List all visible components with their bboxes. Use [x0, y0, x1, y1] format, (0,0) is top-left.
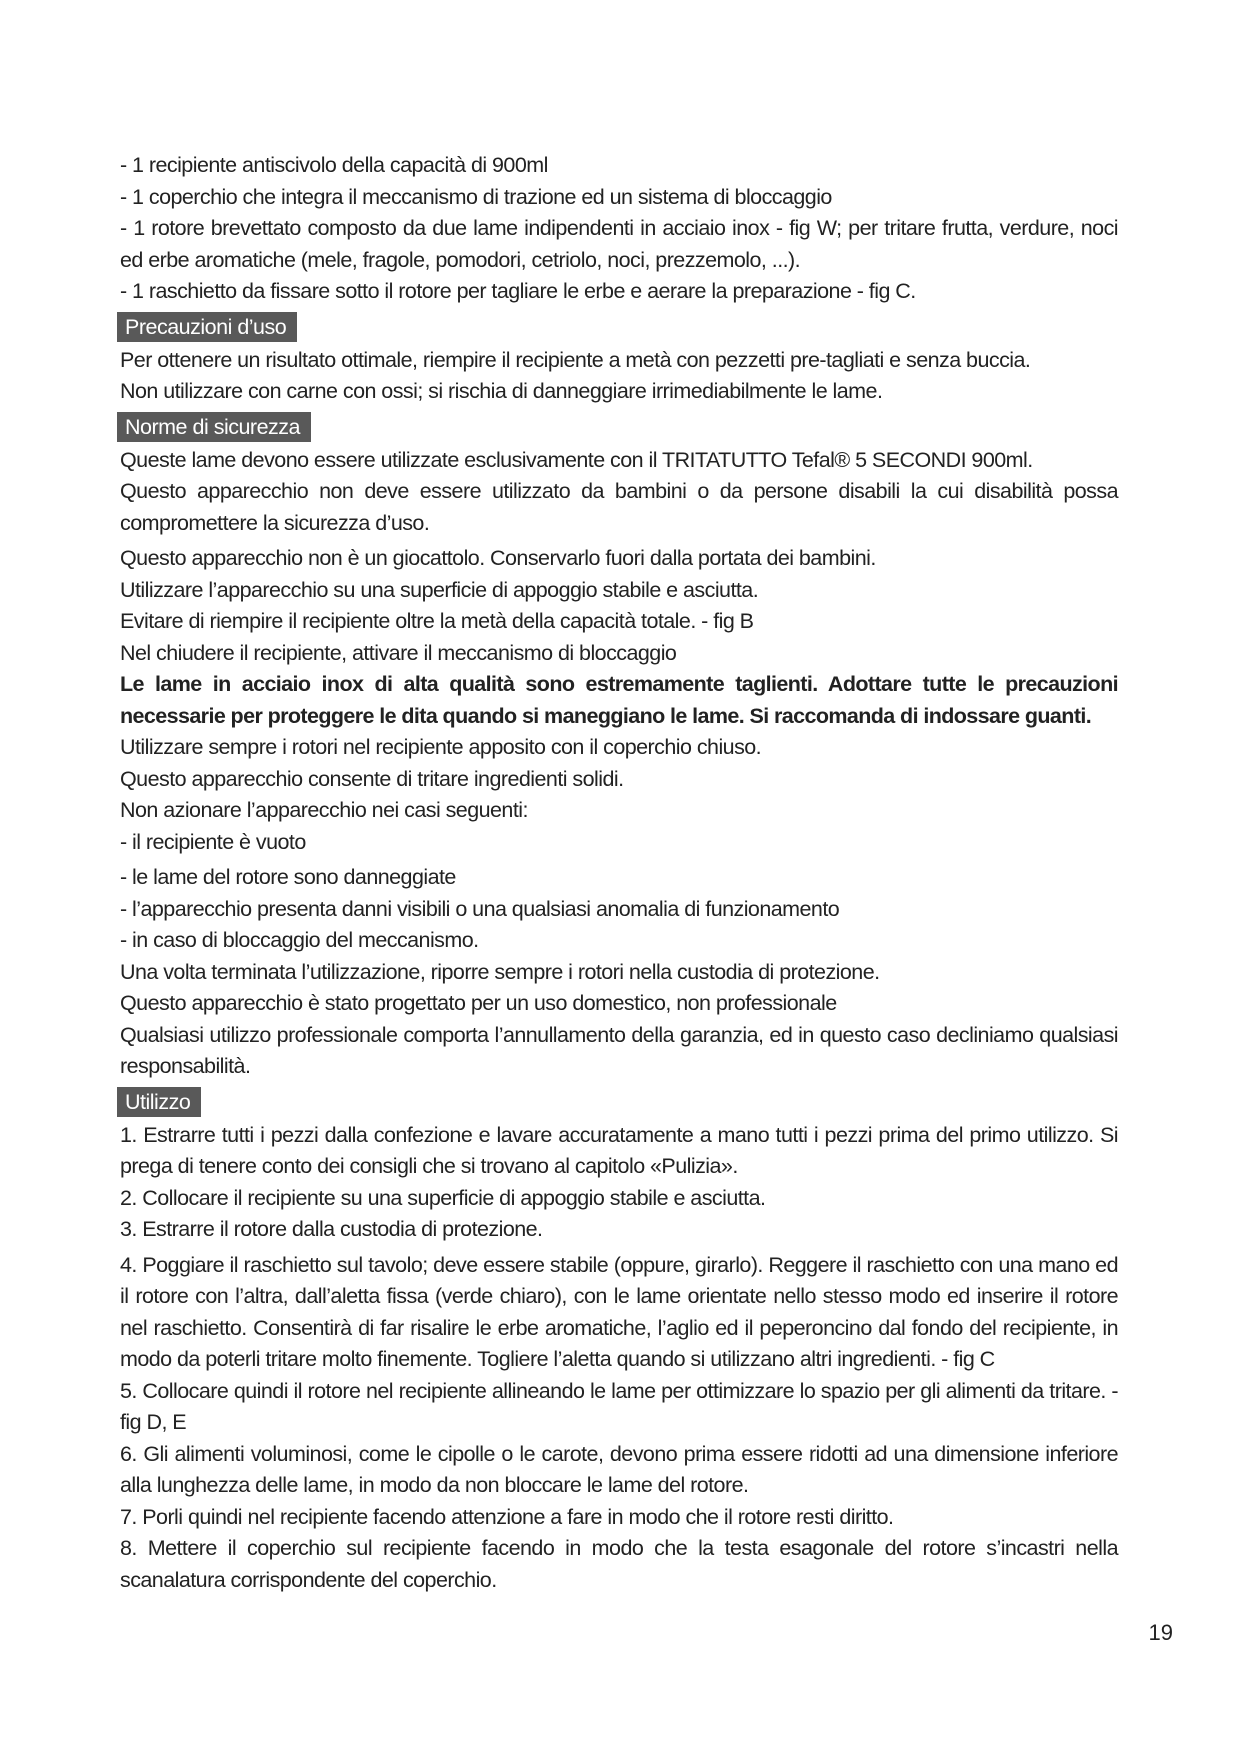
norme-paragraph: Questo apparecchio non deve essere utilizzato da bambini o da persone disabili la cui disabilità possa compromettere la sicurezza d’uso.: [120, 479, 1118, 535]
norme-line: - il recipiente è vuoto: [120, 829, 306, 854]
norme-line: Utilizzare sempre i rotori nel recipiente apposito con il coperchio chiuso.: [120, 735, 762, 759]
norme-line: Non azionare l’apparecchio nei casi seguenti:: [120, 798, 528, 822]
norme-line: Questo apparecchio è stato progettato per un uso domestico, non professionale: [120, 991, 837, 1015]
precauzioni-line: Non utilizzare con carne con ossi; si rischia di danneggiare irrimediabilmente le lame.: [120, 379, 883, 403]
usage-step: 7. Porli quindi nel recipiente facendo attenzione a fare in modo che il rotore resti diritto.: [120, 1504, 894, 1529]
norme-line: - le lame del rotore sono danneggiate: [120, 865, 456, 889]
page-number: 19: [1148, 1620, 1173, 1645]
usage-step: 2. Collocare il recipiente su una superficie di appoggio stabile e asciutta.: [120, 1185, 766, 1210]
norme-line: - l’apparecchio presenta danni visibili o una qualsiasi anomalia di funzionamento: [120, 896, 840, 921]
intro-item: - 1 coperchio che integra il meccanismo di trazione ed un sistema di bloccaggio: [120, 184, 832, 209]
document-body: [120, 150, 1118, 1596]
usage-step: 3. Estrarre il rotore dalla custodia di protezione.: [120, 1217, 543, 1241]
norme-line: Queste lame devono essere utilizzate esclusivamente con il TRITATUTTO Tefal® 5 SECONDI 900ml.: [120, 447, 1033, 472]
norme-line: Una volta terminata l’utilizzazione, riporre sempre i rotori nella custodia di protezione.: [120, 959, 880, 984]
precauzioni-line: Per ottenere un risultato ottimale, riempire il recipiente a metà con pezzetti pre-tagliati e senza buccia.: [120, 347, 1031, 372]
section-heading-norme: Norme di sicurezza: [117, 412, 311, 442]
norme-line: Evitare di riempire il recipiente oltre la metà della capacità totale. - fig B: [120, 609, 754, 633]
norme-paragraph: Qualsiasi utilizzo professionale comporta l’annullamento della garanzia, ed in questo caso decliniamo qualsiasi responsabilità.: [120, 1022, 1118, 1078]
usage-step: 4. Poggiare il raschietto sul tavolo; deve essere stabile (oppure, girarlo). Reggere il raschietto con una mano ed il rotore con l’altra, dall’aletta fissa (verde chiaro), con le lame orientate nello stesso modo ed inserire il rotore nel raschietto. Consentirà di far risalire le erbe aromatiche, l’aglio ed il peperoncino dal fondo del recipiente, in modo da poterli tritare molto finemente. Togliere l’aletta quando si utilizzano altri ingredienti. - fig C: [120, 1252, 1118, 1371]
usage-step: 5. Collocare quindi il rotore nel recipiente allineando le lame per ottimizzare lo spazio per gli alimenti da tritare. - fig D, E: [120, 1378, 1118, 1434]
norme-line: Questo apparecchio non è un giocattolo. Conservarlo fuori dalla portata dei bambini.: [120, 546, 876, 570]
intro-item: - 1 raschietto da fissare sotto il rotore per tagliare le erbe e aerare la preparazione - fig C.: [120, 279, 916, 303]
safety-warning: Le lame in acciaio inox di alta qualità sono estremamente taglienti. Adottare tutte le precauzioni necessarie per proteggere le dita quando si maneggiano le lame. Si raccomanda di indossare guanti.: [120, 672, 1118, 728]
usage-step: 8. Mettere il coperchio sul recipiente facendo in modo che la testa esagonale del rotore s’incastri nella scanalatura corrispondente del coperchio.: [120, 1536, 1118, 1592]
norme-line: - in caso di bloccaggio del meccanismo.: [120, 928, 479, 952]
usage-step: 6. Gli alimenti voluminosi, come le cipolle o le carote, devono prima essere ridotti ad una dimensione inferiore alla lunghezza delle lame, in modo da non bloccare le lame del rotore.: [120, 1441, 1118, 1497]
intro-item: - 1 recipiente antiscivolo della capacità di 900ml: [120, 153, 548, 177]
section-heading-utilizzo: Utilizzo: [117, 1087, 201, 1117]
intro-item: - 1 rotore brevettato composto da due lame indipendenti in acciaio inox - fig W; per tritare frutta, verdure, noci ed erbe aromatiche (mele, fragole, pomodori, cetriolo, noci, prezzemolo, ...).: [120, 216, 1118, 272]
norme-line: Nel chiudere il recipiente, attivare il meccanismo di bloccaggio: [120, 640, 677, 665]
section-heading-precauzioni: Precauzioni d’uso: [117, 312, 297, 342]
norme-line: Utilizzare l’apparecchio su una superficie di appoggio stabile e asciutta.: [120, 577, 759, 602]
usage-step: 1. Estrarre tutti i pezzi dalla confezione e lavare accuratamente a mano tutti i pezzi prima del primo utilizzo. Si prega di tenere conto dei consigli che si trovano al capitolo «Pulizia».: [120, 1122, 1118, 1178]
norme-line: Questo apparecchio consente di tritare ingredienti solidi.: [120, 766, 624, 791]
